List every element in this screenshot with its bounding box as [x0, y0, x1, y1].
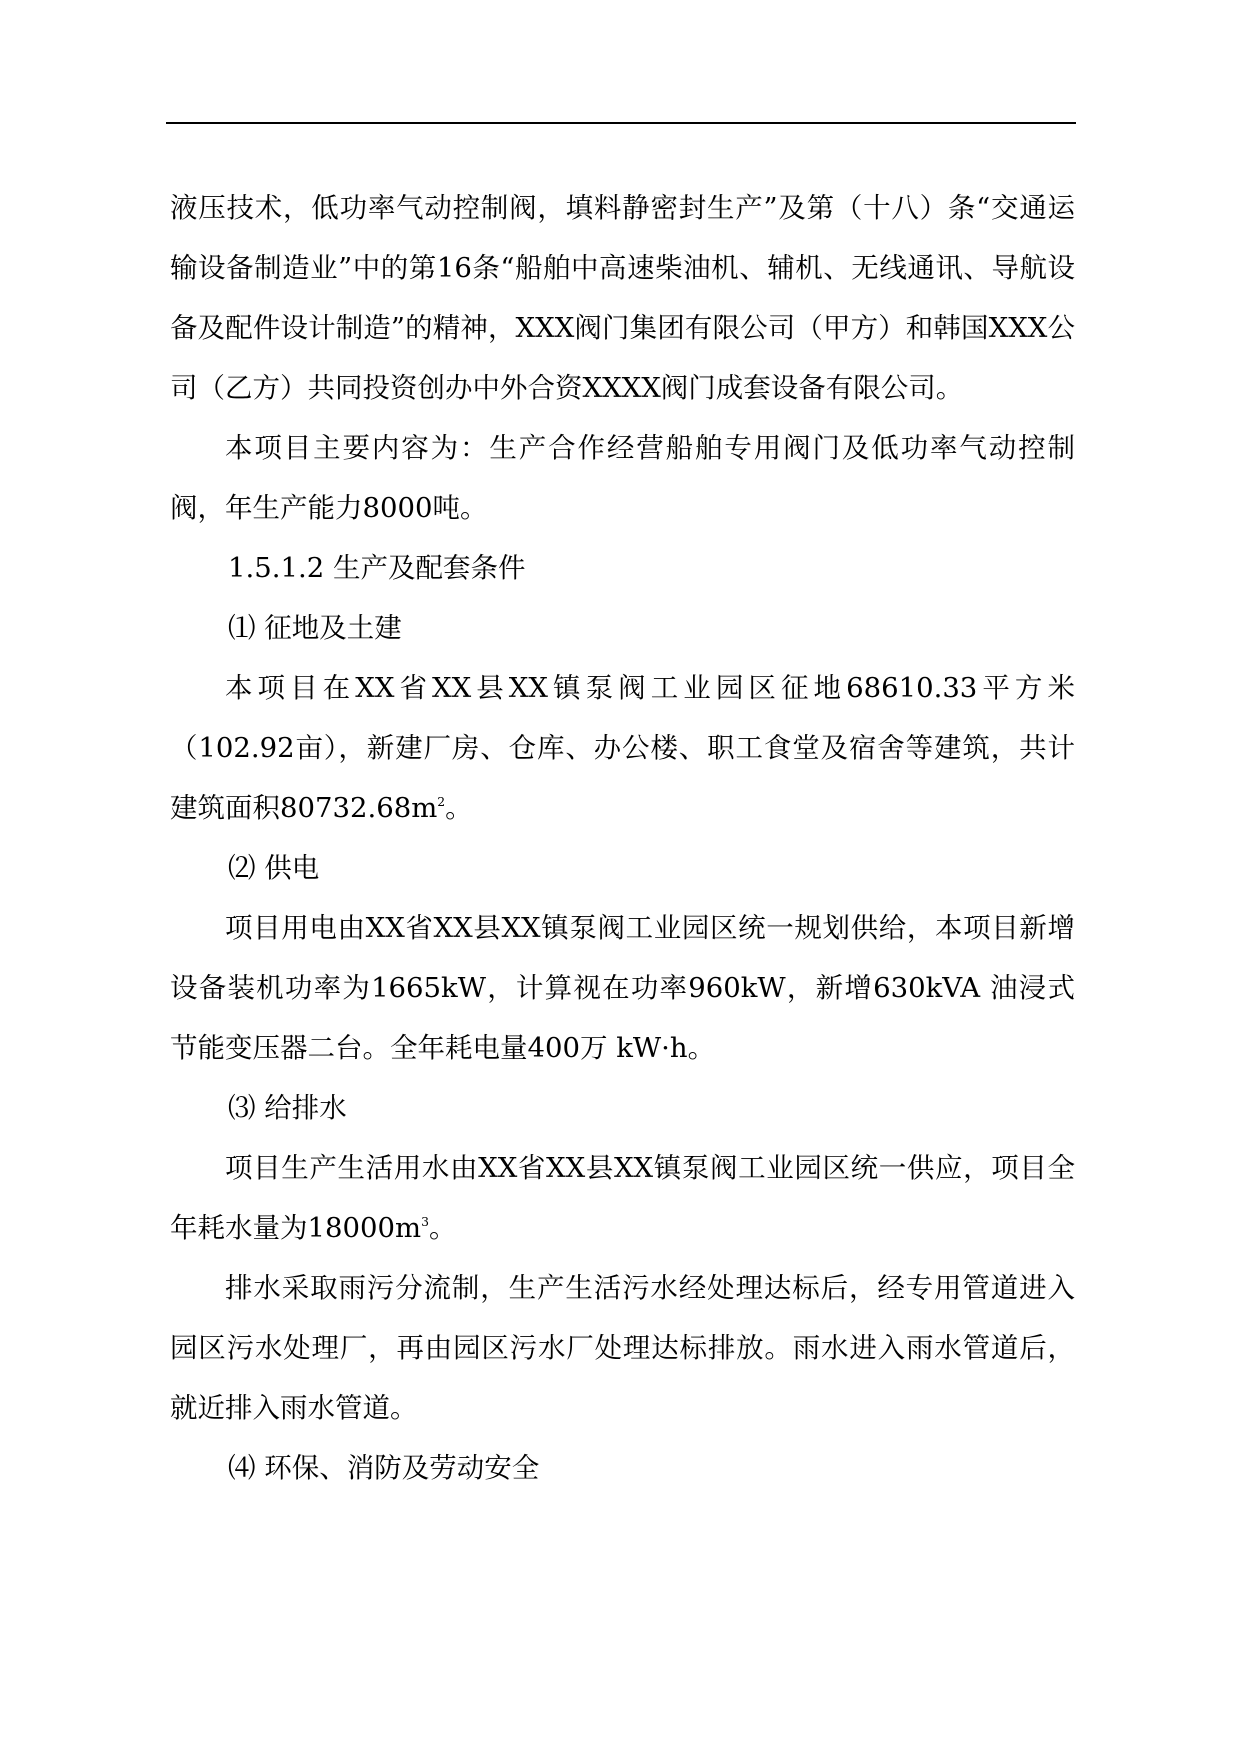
drainage-paragraph: 排水采取雨污分流制，生产生活污水经处理达标后，经专用管道进入园区污水处理厂，再由园区污水厂处理达标排放。雨水进入雨水管道后，就近排入雨水管道。: [170, 1272, 1075, 1424]
document-body: [170, 178, 1075, 1498]
land-heading: ⑴ 征地及土建: [228, 612, 402, 644]
water-text: 项目生产生活用水由XX省XX县XX镇泵阀工业园区统一供应，项目全年耗水量为18000m: [170, 1152, 1075, 1244]
water-superscript: 3: [421, 1214, 429, 1229]
power-paragraph: 项目用电由XX省XX县XX镇泵阀工业园区统一规划供给，本项目新增设备装机功率为1665kW，计算视在功率960kW，新增630kVA 油浸式节能变压器二台。全年耗电量400万 kW·h。: [170, 912, 1075, 1064]
water-heading: ⑶ 给排水: [228, 1092, 347, 1124]
land-text-end: 。: [445, 792, 473, 824]
land-superscript: 2: [437, 794, 446, 809]
paragraph-project-content: 本项目主要内容为：生产合作经营船舶专用阀门及低功率气动控制阀，年生产能力8000吨。: [170, 432, 1075, 524]
section-heading: 1.5.1.2 生产及配套条件: [228, 552, 526, 584]
header-rule: [166, 122, 1076, 124]
water-text-end: 。: [428, 1212, 457, 1244]
water-paragraph: [170, 1138, 1075, 1258]
land-text: 本项目在XX省XX县XX镇泵阀工业园区征地68610.33平方米（102.92亩），新建厂房、仓库、办公楼、职工食堂及宿舍等建筑，共计建筑面积80732.68m: [170, 672, 1075, 824]
land-paragraph: [170, 658, 1075, 838]
paragraph-policy-basis: 液压技术，低功率气动控制阀，填料静密封生产”及第（十八）条“交通运输设备制造业”中的第16条“船舶中高速柴油机、辅机、无线通讯、导航设备及配件设计制造”的精神，XXX阀门集团有限公司（甲方）和韩国XXX公司（乙方）共同投资创办中外合资XXXX阀门成套设备有限公司。: [170, 192, 1075, 404]
safety-heading: ⑷ 环保、消防及劳动安全: [228, 1452, 540, 1484]
power-heading: ⑵ 供电: [228, 852, 320, 884]
